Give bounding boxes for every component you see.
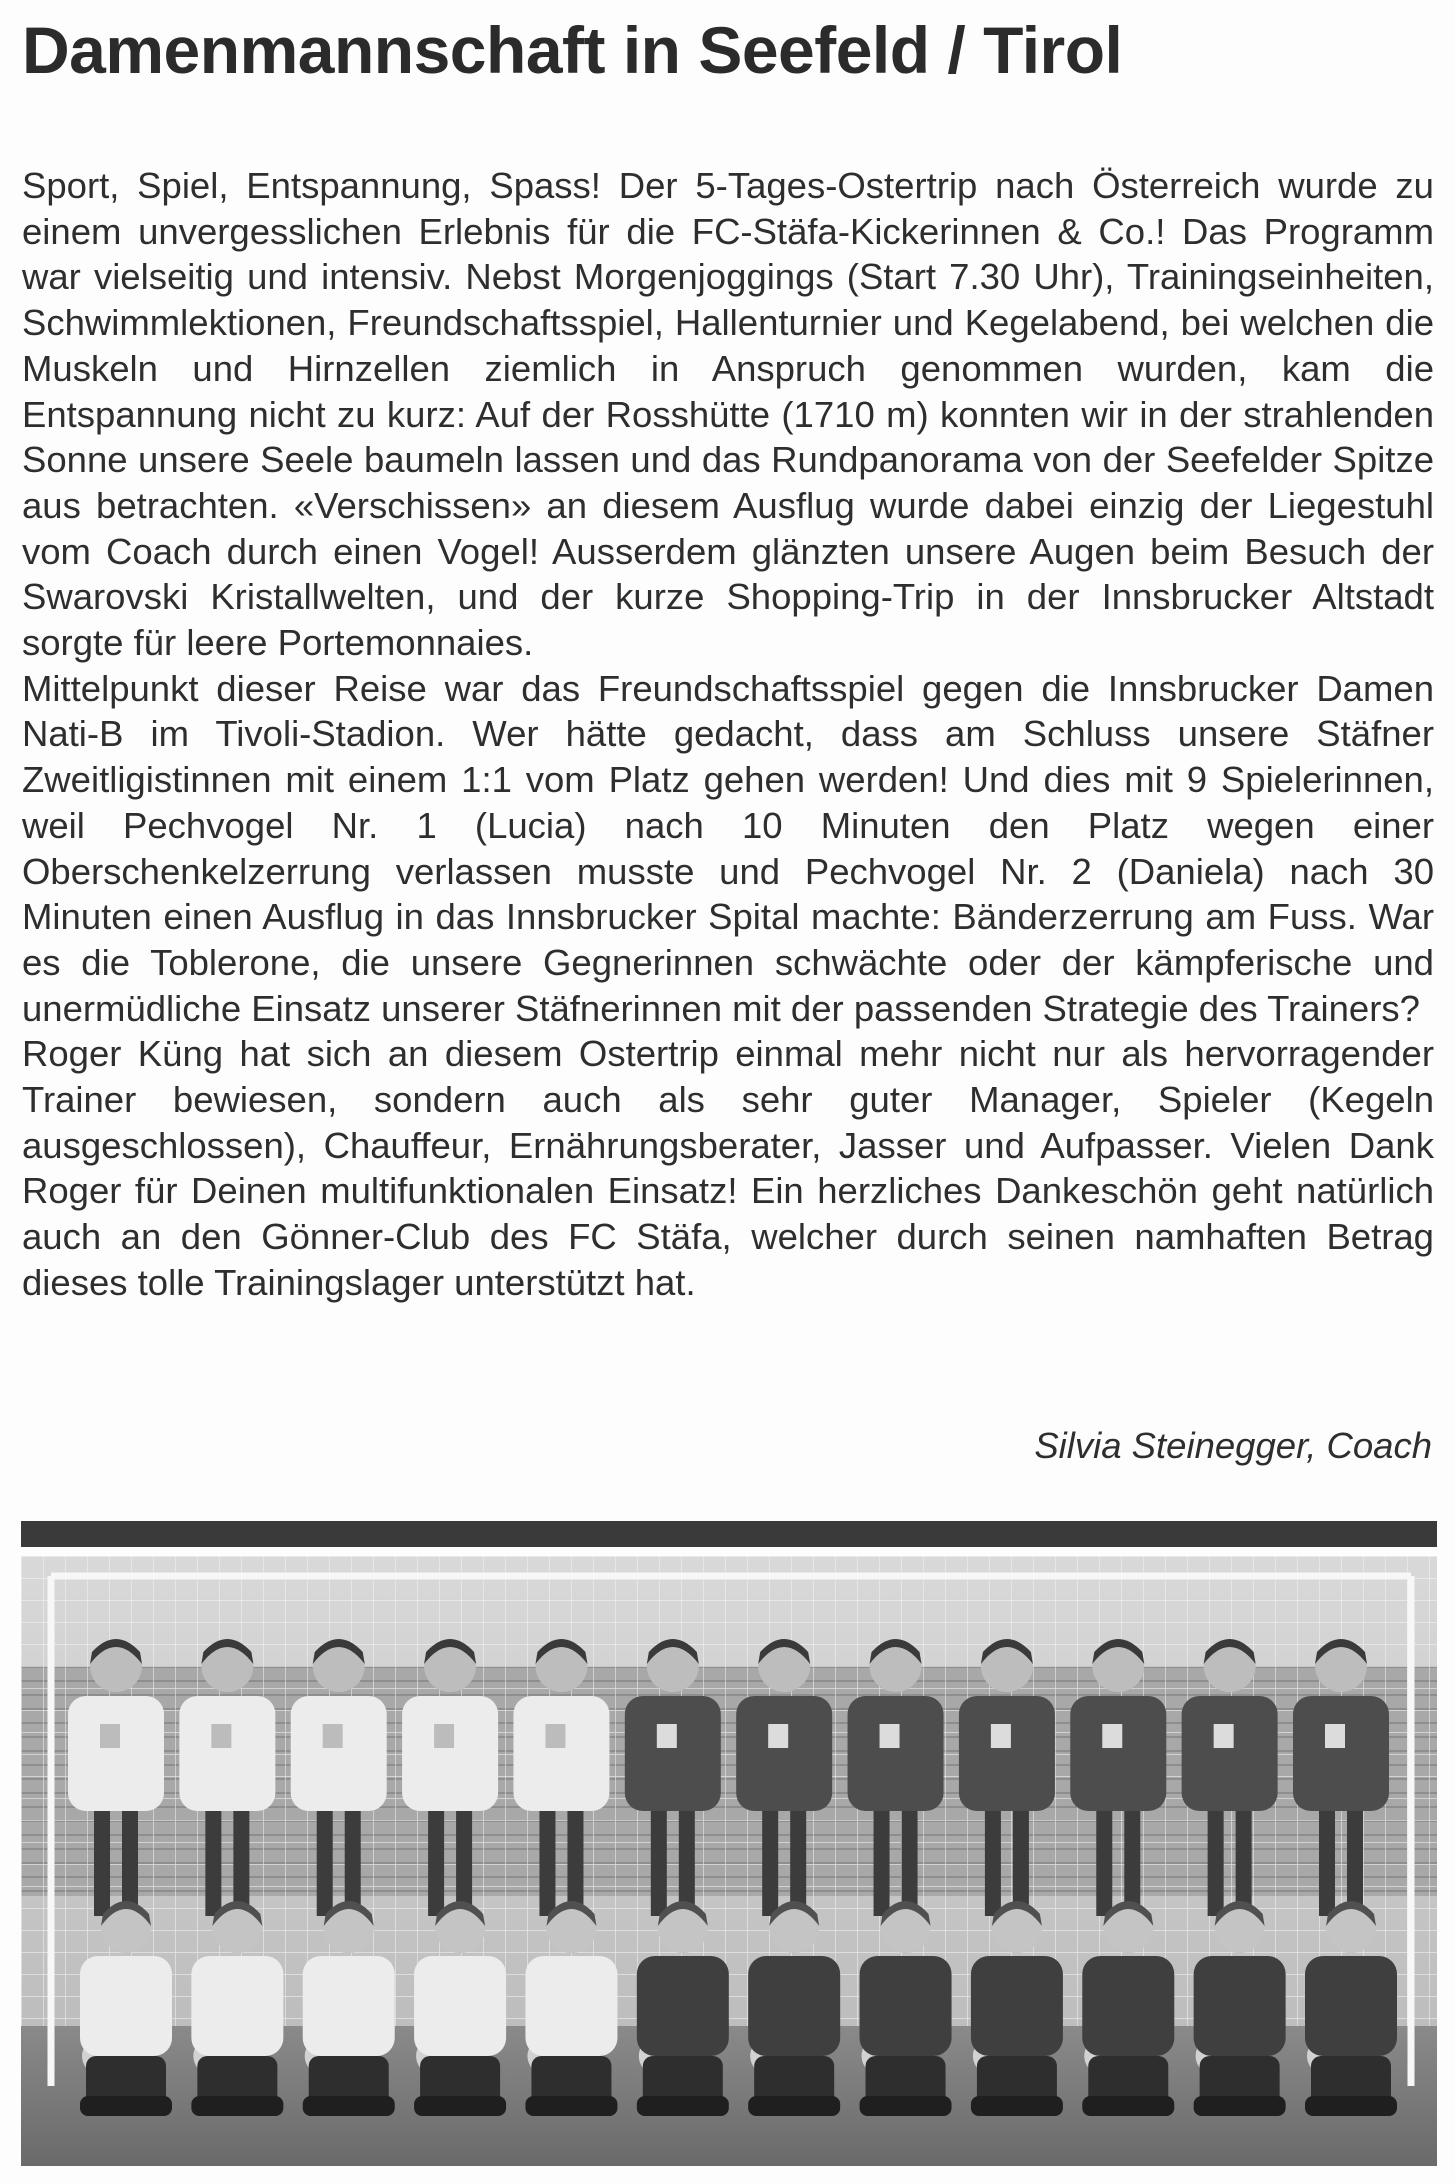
team-photo-illustration — [21, 1556, 1437, 2166]
article-signature: Silvia Steinegger, Coach — [1034, 1425, 1432, 1466]
article-paragraph-1: Sport, Spiel, Entspannung, Spass! Der 5-Tages-Ostertrip nach Österreich wurde zu einem unvergesslichen Erlebnis für die FC-Stäfa-Kickerinnen & Co.! Das Programm war vielseitig und intensiv. Nebst Morgenjoggings (Start 7.30 Uhr), Trainingseinheiten, Schwimmlektionen, Freundschaftsspiel, Hallenturnier und Kegelabend, bei welchen die Muskeln und Hirnzellen ziemlich in Anspruch genommen wurden, kam die Entspannung nicht zu kurz: Auf der Rosshütte (1710 m) konnten wir in der strahlenden Sonne unsere Seele baumeln lassen und das Rundpanorama von der Seefelder Spitze aus betrachten. «Verschissen» an diesem Ausflug wurde dabei einzig der Liegestuhl vom Coach durch einen Vogel! Ausserdem glänzten unsere Augen beim Besuch der Swarovski Kristallwelten, und der kurze Shopping-Trip in der Innsbrucker Altstadt sorgte für leere Portemonnaies. — [22, 165, 1434, 664]
article-paragraph-2: Mittelpunkt dieser Reise war das Freundschaftsspiel gegen die Innsbrucker Damen Nati-B im Tivoli-Stadion. Wer hätte gedacht, dass am Schluss unsere Stäfner Zweitligistinnen mit einem 1:1 vom Platz gehen werden! Und dies mit 9 Spielerinnen, weil Pechvogel Nr. 1 (Lucia) nach 10 Minuten den Platz wegen einer Oberschenkelzerrung verlassen musste und Pechvogel Nr. 2 (Daniela) nach 30 Minuten einen Ausflug in das Innsbrucker Spital machte: Bänderzerrung am Fuss. War es die Toblerone, die unsere Gegnerinnen schwächte oder der kämpferische und unermüdliche Einsatz unserer Stäfnerinnen mit der passenden Strategie des Trainers? — [22, 667, 1434, 1029]
article-title: Damenmannschaft in Seefeld / Tirol — [22, 13, 1123, 87]
photo-top-bar — [21, 1521, 1437, 1547]
article-paragraph-3: Roger Küng hat sich an diesem Ostertrip einmal mehr nicht nur als hervorragender Trainer bewiesen, sondern auch als sehr guter Manager, Spieler (Kegeln ausgeschlossen), Chauffeur, Ernährungsberater, Jasser und Aufpasser. Vielen Dank Roger für Deinen multifunktionalen Einsatz! Ein herzliches Dankeschön geht natürlich auch an den Gönner-Club des FC Stäfa, welcher durch seinen namhaften Betrag dieses tolle Trainingslager unterstützt hat. — [22, 1033, 1434, 1303]
team-photo — [21, 1556, 1437, 2166]
article-body — [22, 163, 1434, 1306]
